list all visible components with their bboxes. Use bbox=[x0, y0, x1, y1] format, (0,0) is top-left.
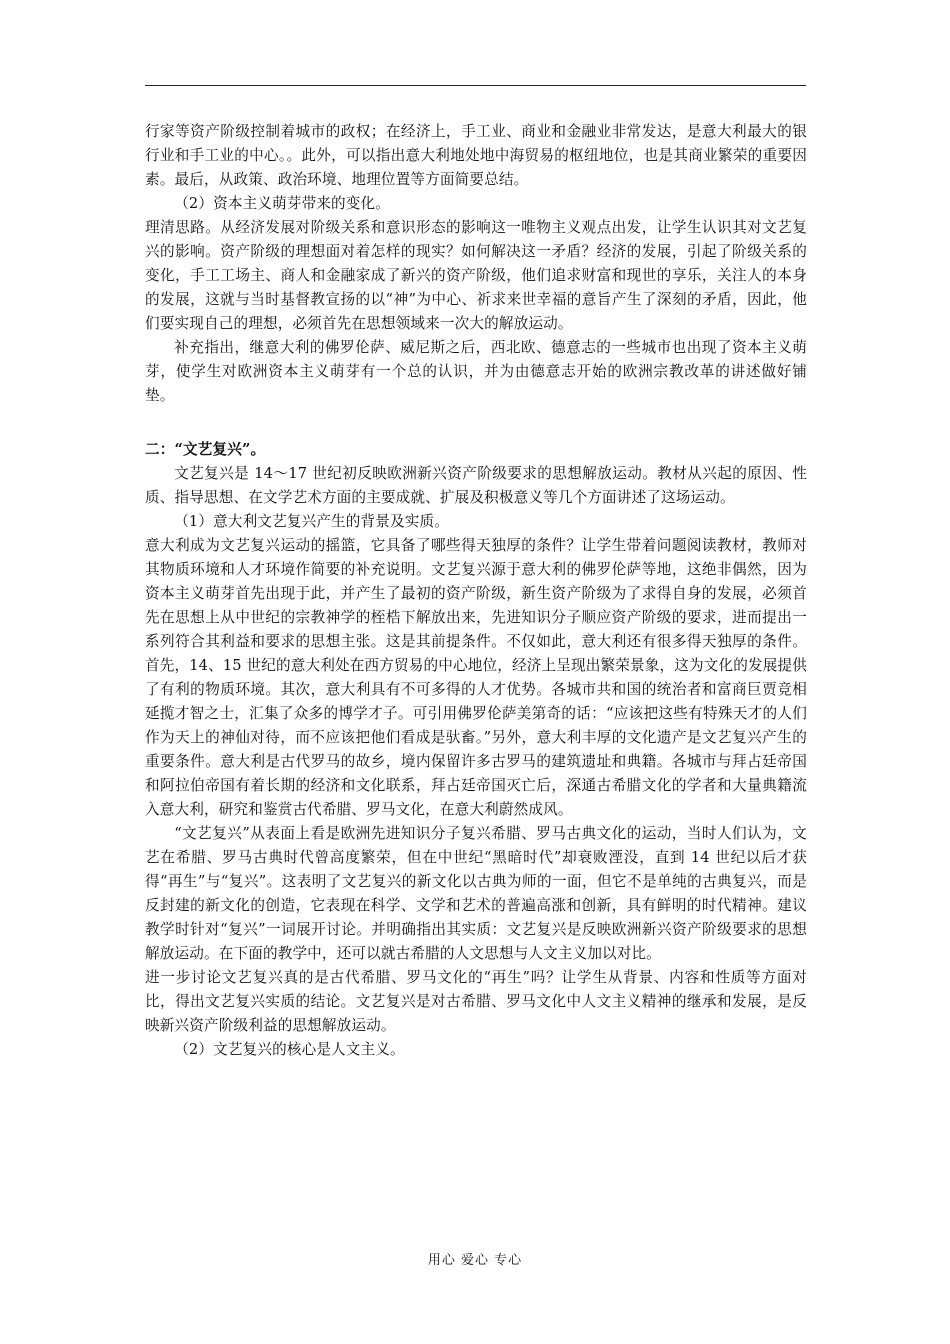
paragraph: 补充指出，继意大利的佛罗伦萨、威尼斯之后，西北欧、德意志的一些城市也出现了资本主义萌芽，使学生对欧洲资本主义萌芽有一个总的认识，并为由德意志开始的欧洲宗教改革的讲述做好铺垫。 bbox=[145, 339, 807, 404]
section-heading: 二：“文艺复兴”。 bbox=[145, 441, 266, 458]
paragraph: 进一步讨论文艺复兴真的是古代希腊、罗马文化的“再生”吗？让学生从背景、内容和性质等方面对比，得出文艺复兴实质的结论。文艺复兴是对古希腊、罗马文化中人文主义精神的继承和发展，是反映新兴资产阶级利益的思想解放运动。 bbox=[145, 969, 807, 1034]
blank-line bbox=[145, 408, 807, 432]
paragraph: 行家等资产阶级控制着城市的政权；在经济上，手工业、商业和金融业非常发达，是意大利最大的银行业和手工业的中心。。此外，可以指出意大利地处地中海贸易的枢纽地位，也是其商业繁荣的重要因素。最后，从政策、政治环境、地理位置等方面简要总结。 bbox=[145, 123, 807, 188]
paragraph: 理清思路。从经济发展对阶级关系和意识形态的影响这一唯物主义观点出发，让学生认识其对文艺复兴的影响。资产阶级的理想面对着怎样的现实？如何解决这一矛盾？经济的发展，引起了阶级关系的变化，手工工场主、商人和金融家成了新兴的资产阶级，他们追求财富和现世的享乐，关注人的本身的发展，这就与当时基督教宣扬的以“神”为中心、祈求来世幸福的意旨产生了深刻的矛盾，因此，他们要实现自己的理想，必须首先在思想领域来一次大的解放运动。 bbox=[145, 219, 807, 332]
paragraph: 文艺复兴是 14～17 世纪初反映欧洲新兴资产阶级要求的思想解放运动。教材从兴起的原因、性质、指导思想、在文学艺术方面的主要成就、扩展及积极意义等几个方面讲述了这场运动。 bbox=[145, 465, 807, 506]
subsection-heading: （2）资本主义萌芽带来的变化。 bbox=[174, 195, 391, 212]
document-body bbox=[145, 120, 807, 1062]
subsection-heading: （2）文艺复兴的核心是人文主义。 bbox=[174, 1041, 405, 1058]
page-footer: 用心 爱心 专心 bbox=[427, 1253, 523, 1268]
header-rule bbox=[145, 85, 806, 86]
paragraph: “文艺复兴”从表面上看是欧洲先进知识分子复兴希腊、罗马古典文化的运动，当时人们认为，文艺在希腊、罗马古典时代曾高度繁荣，但在中世纪“黑暗时代”却衰败湮没，直到 14 世纪以后才获得“再生”与“复兴”。这表明了文艺复兴的新文化以古典为师的一面，但它不是单纯的古典复兴，而是反封建的新文化的创造，它表现在科学、文学和艺术的普遍高涨和创新，具有鲜明的时代精神。建议教学时针对“复兴”一词展开讨论。并明确指出其实质：文艺复兴是反映欧洲新兴资产阶级要求的思想解放运动。在下面的教学中，还可以就古希腊的人文思想与人文主义加以对比。 bbox=[145, 825, 807, 962]
subsection-heading: （1）意大利文艺复兴产生的背景及实质。 bbox=[174, 513, 450, 530]
paragraph: 意大利成为文艺复兴运动的摇篮，它具备了哪些得天独厚的条件？让学生带着问题阅读教材，教师对其物质环境和人才环境作简要的补充说明。文艺复兴源于意大利的佛罗伦萨等地，这绝非偶然，因为资本主义萌芽首先出现于此，并产生了最初的资产阶级，新生资产阶级为了求得自身的发展，必须首先在思想上从中世纪的宗教神学的桎梏下解放出来，先进知识分子顺应资产阶级的要求，进而提出一系列符合其利益和要求的思想主张。这是其前提条件。不仅如此，意大利还有很多得天独厚的条件。首先，14、15 世纪的意大利处在西方贸易的中心地位，经济上呈现出繁荣景象，这为文化的发展提供了有利的物质环境。其次，意大利具有不可多得的人才优势。各城市共和国的统治者和富商巨贾竞相延揽才智之士，汇集了众多的博学才子。可引用佛罗伦萨美第奇的话：“应该把这些有特殊天才的人们作为天上的神仙对待，而不应该把他们看成是驮畜。”另外，意大利丰厚的文化遗产是文艺复兴产生的重要条件。意大利是古代罗马的故乡，境内保留许多古罗马的建筑遗址和典籍。各城市与拜占廷帝国和阿拉伯帝国有着长期的经济和文化联系，拜占廷帝国灭亡后，深通古希腊文化的学者和大量典籍流入意大利，研究和鉴赏古代希腊、罗马文化，在意大利蔚然成风。 bbox=[145, 537, 807, 818]
